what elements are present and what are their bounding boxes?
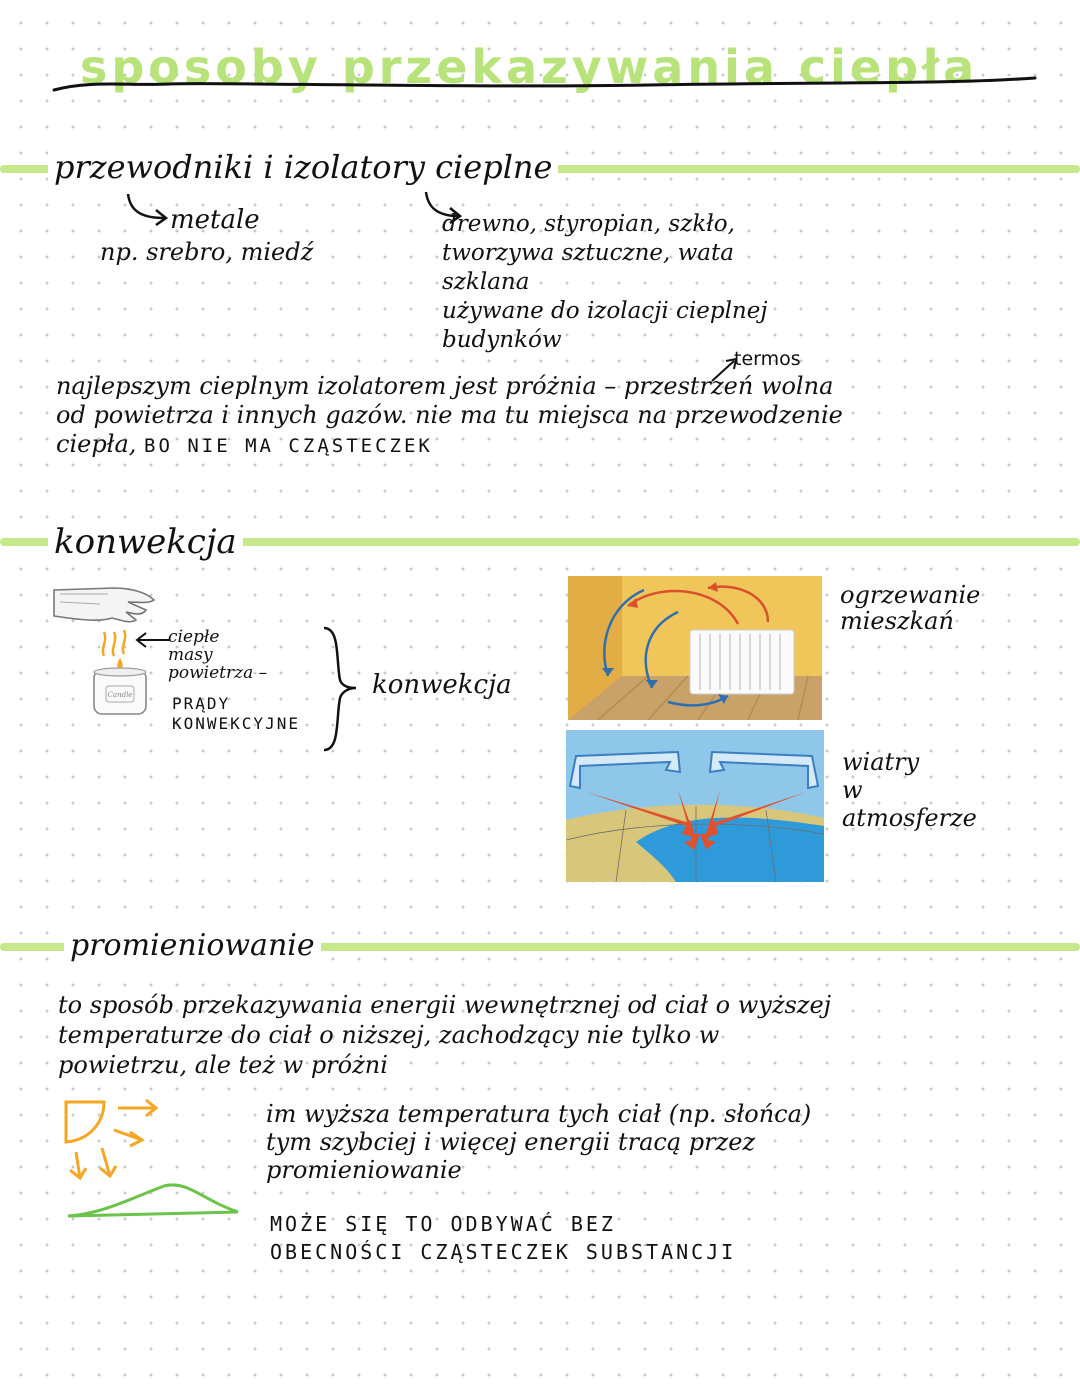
section-heading-radiation: promieniowanie xyxy=(64,928,321,963)
hand-icon xyxy=(50,582,160,632)
section-heading-conductors: przewodniki i izolatory cieplne xyxy=(48,148,558,186)
insulators-list: drewno, styropian, szkło, tworzywa sztuczne, wata szklana używane do izolacji cieplnej budynków xyxy=(442,211,768,353)
warm-air-label: ciepłe masy powietrza – xyxy=(168,627,268,683)
page-title: sposoby przekazywania ciepła xyxy=(80,40,979,94)
heat-waves-icon xyxy=(98,626,138,660)
atmosphere-winds-illustration xyxy=(566,730,824,882)
svg-text:Candle: Candle xyxy=(107,691,133,699)
candle-icon xyxy=(88,656,152,718)
brace-icon xyxy=(318,624,362,754)
vacuum-paragraph: najlepszym cieplnym izolatorem jest próżnia – przestrzeń wolna od powietrza i innych gazów. nie ma tu miejsca na przewodzenie ciepła, BO NIE MA CZĄSTECZEK xyxy=(56,372,843,458)
vacuum-caps-note: BO NIE MA CZĄSTECZEK xyxy=(144,435,433,457)
convection-currents-label: PRĄDY KONWEKCYJNE xyxy=(172,694,300,733)
sun-icon xyxy=(58,1096,168,1184)
radiator-room-illustration xyxy=(568,576,822,720)
section-heading-convection: konwekcja xyxy=(48,522,243,562)
convection-brace-label: konwekcja xyxy=(372,670,512,700)
metals-example: np. srebro, miedź xyxy=(100,238,314,266)
thermos-annotation: termos xyxy=(734,348,801,370)
radiation-temperature-note: im wyższa temperatura tych ciał (np. słońca) tym szybciej i więcej energii tracą przez promieniowanie xyxy=(266,1100,812,1184)
hill-icon xyxy=(62,1178,242,1224)
winds-caption: wiatry w atmosferze xyxy=(842,748,977,832)
radiation-caps-note: MOŻE SIĘ TO ODBYWAĆ BEZ OBECNOŚCI CZĄSTECZEK SUBSTANCJI xyxy=(270,1212,737,1264)
heating-caption: ogrzewanie mieszkań xyxy=(840,581,981,635)
metals-label: metale xyxy=(170,205,260,235)
title-underline-stroke xyxy=(50,58,1040,108)
radiation-definition: to sposób przekazywania energii wewnętrznej od ciał o wyższej temperaturze do ciał o niższej, zachodzący nie tylko w powietrzu, ale też w próżni xyxy=(58,991,832,1079)
